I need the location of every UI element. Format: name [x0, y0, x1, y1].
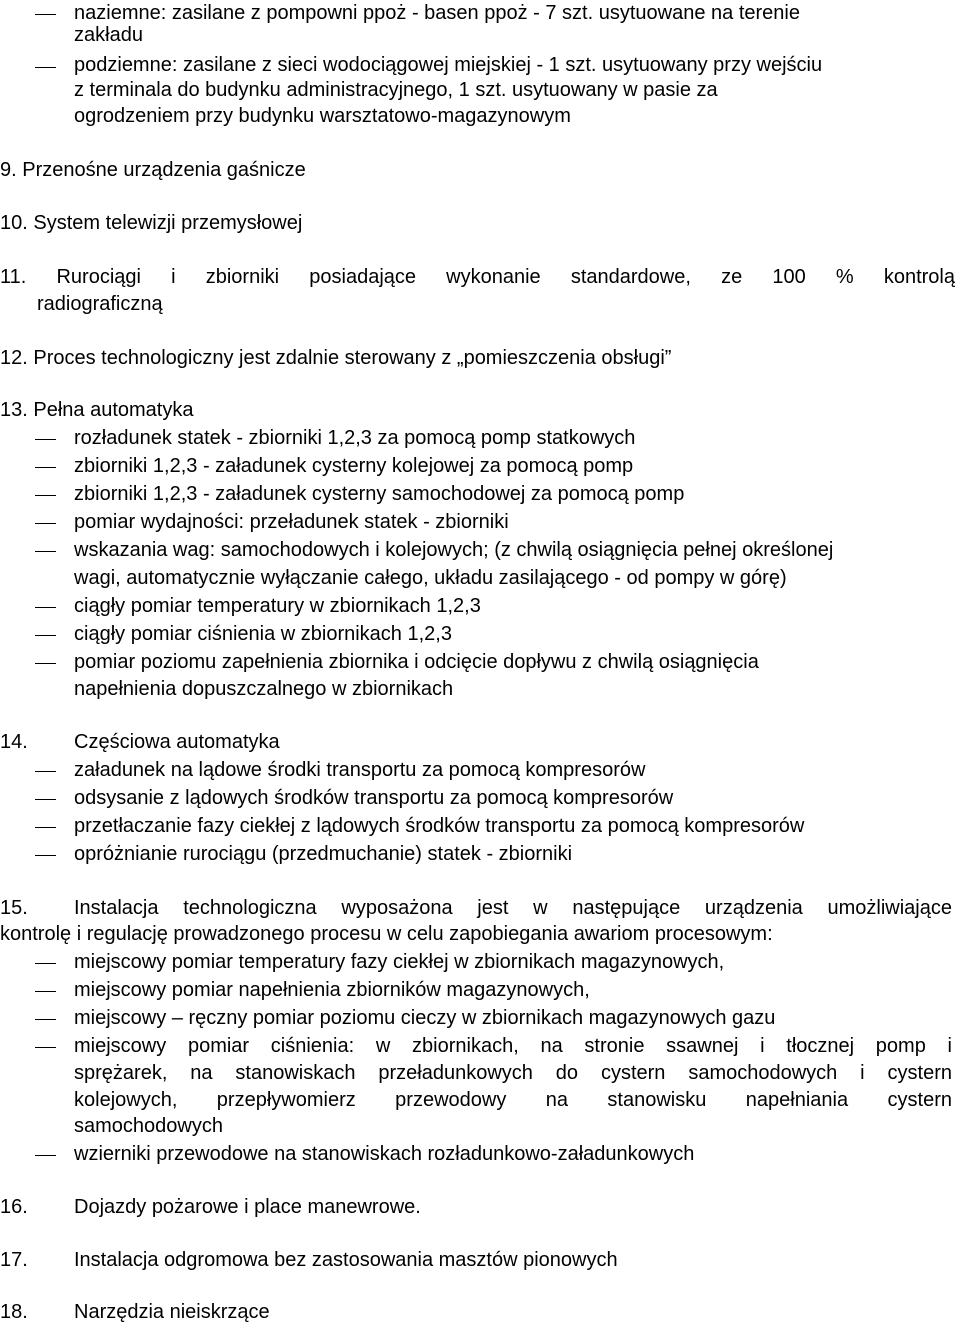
item-12: 12. Proces technologiczny jest zdalnie sterowany z „pomieszczenia obsługi”: [0, 347, 672, 369]
bullet-line: zakładu: [74, 24, 143, 46]
bullet-line: kolejowych, przepływomierz przewodowy na stanowisku napełniania cystern: [74, 1089, 952, 1111]
item-11-line2: radiograficzną: [37, 293, 163, 315]
bullet-dash: [35, 855, 56, 856]
item-9: 9. Przenośne urządzenia gaśnicze: [0, 159, 306, 181]
bullet-line: odsysanie z lądowych środków transportu za pomocą kompresorów: [74, 787, 674, 809]
bullet-line: samochodowych: [74, 1115, 223, 1137]
item-13-heading: 13. Pełna automatyka: [0, 399, 194, 421]
bullet-line: z terminala do budynku administracyjnego, 1 szt. usytuowany w pasie za: [74, 79, 718, 101]
bullet-line: ciągły pomiar temperatury w zbiornikach 1,2,3: [74, 595, 481, 617]
bullet-dash: [35, 14, 56, 15]
bullet-dash: [35, 1047, 56, 1048]
bullet-line: przetłaczanie fazy ciekłej z lądowych środków transportu za pomocą kompresorów: [74, 815, 805, 837]
item-16-number: 16.: [0, 1196, 28, 1218]
bullet-line: pomiar wydajności: przeładunek statek - zbiorniki: [74, 511, 509, 533]
item-18: Narzędzia nieiskrzące: [74, 1301, 270, 1323]
bullet-dash: [35, 439, 56, 440]
bullet-line: opróżnianie rurociągu (przedmuchanie) statek - zbiorniki: [74, 843, 573, 865]
bullet-dash: [35, 799, 56, 800]
bullet-line: miejscowy – ręczny pomiar poziomu cieczy w zbiornikach magazynowych gazu: [74, 1007, 776, 1029]
bullet-line: wskazania wag: samochodowych i kolejowych; (z chwilą osiągnięcia pełnej określonej: [74, 539, 834, 561]
bullet-line: zbiorniki 1,2,3 - załadunek cysterny samochodowej za pomocą pomp: [74, 483, 685, 505]
bullet-dash: [35, 467, 56, 468]
bullet-line: pomiar poziomu zapełnienia zbiornika i odcięcie dopływu z chwilą osiągnięcia: [74, 651, 759, 673]
bullet-dash: [35, 663, 56, 664]
bullet-line: rozładunek statek - zbiorniki 1,2,3 za pomocą pomp statkowych: [74, 427, 636, 449]
bullet-dash: [35, 991, 56, 992]
item-16: Dojazdy pożarowe i place manewrowe.: [74, 1196, 421, 1218]
bullet-dash: [35, 523, 56, 524]
bullet-dash: [35, 67, 56, 68]
bullet-line: zbiorniki 1,2,3 - załadunek cysterny kolejowej za pomocą pomp: [74, 455, 634, 477]
bullet-line: ciągły pomiar ciśnienia w zbiornikach 1,2,3: [74, 623, 452, 645]
item-14-number: 14.: [0, 731, 28, 753]
bullet-dash: [35, 963, 56, 964]
bullet-line: miejscowy pomiar temperatury fazy ciekłej w zbiornikach magazynowych,: [74, 951, 725, 973]
bullet-dash: [35, 551, 56, 552]
bullet-line: podziemne: zasilane z sieci wodociągowej miejskiej - 1 szt. usytuowany przy wejściu: [74, 54, 823, 76]
item-14-heading: Częściowa automatyka: [74, 731, 280, 753]
bullet-line: wzierniki przewodowe na stanowiskach rozładunkowo-załadunkowych: [74, 1143, 695, 1165]
item-15-number: 15.: [0, 897, 28, 919]
bullet-dash: [35, 607, 56, 608]
bullet-dash: [35, 635, 56, 636]
item-15-line1: Instalacja technologiczna wyposażona jest w następujące urządzenia umożliwiające: [74, 897, 952, 919]
bullet-line: naziemne: zasilane z pompowni ppoż - basen ppoż - 7 szt. usytuowane na terenie: [74, 2, 800, 24]
item-17: Instalacja odgromowa bez zastosowania masztów pionowych: [74, 1249, 618, 1271]
bullet-line: miejscowy pomiar napełnienia zbiorników magazynowych,: [74, 979, 590, 1001]
bullet-line: ogrodzeniem przy budynku warsztatowo-magazynowym: [74, 105, 571, 127]
item-17-number: 17.: [0, 1249, 28, 1271]
bullet-dash: [35, 771, 56, 772]
bullet-line: załadunek na lądowe środki transportu za pomocą kompresorów: [74, 759, 646, 781]
bullet-line: miejscowy pomiar ciśnienia: w zbiornikach, na stronie ssawnej i tłocznej pomp i: [74, 1035, 952, 1057]
bullet-line: napełnienia dopuszczalnego w zbiornikach: [74, 678, 454, 700]
item-18-number: 18.: [0, 1301, 28, 1323]
bullet-dash: [35, 1019, 56, 1020]
bullet-dash: [35, 1155, 56, 1156]
bullet-dash: [35, 495, 56, 496]
bullet-dash: [35, 827, 56, 828]
item-15-line2: kontrolę i regulację prowadzonego procesu w celu zapobiegania awariom procesowym:: [0, 923, 773, 945]
item-11-line1: 11. Rurociągi i zbiorniki posiadające wykonanie standardowe, ze 100 % kontrolą: [0, 266, 955, 288]
bullet-line: sprężarek, na stanowiskach przeładunkowych do cystern samochodowych i cystern: [74, 1062, 952, 1084]
item-10: 10. System telewizji przemysłowej: [0, 212, 303, 234]
bullet-line: wagi, automatycznie wyłączanie całego, układu zasilającego - od pompy w górę): [74, 567, 787, 589]
